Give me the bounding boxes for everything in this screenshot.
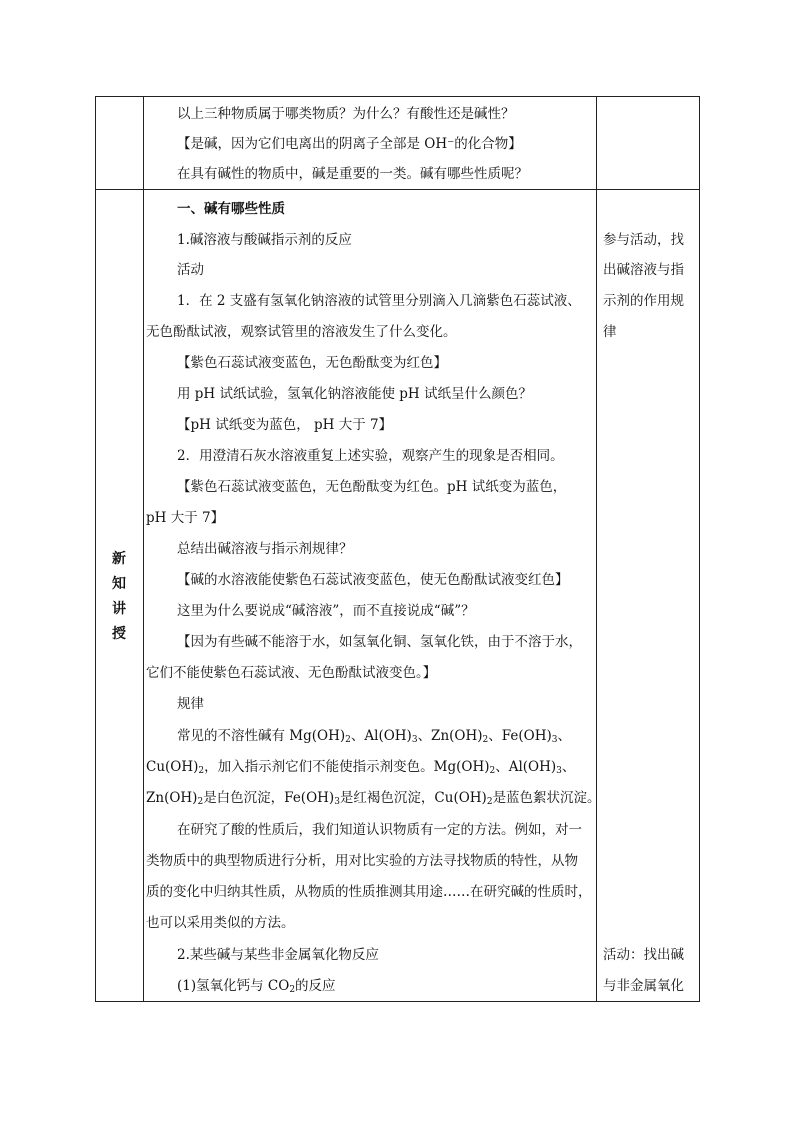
table-col-divider-1 [143,96,144,1002]
answer-3-line-2: pH 大于 7】 [146,510,225,526]
answer-why-line-1: 【因为有些碱不能溶于水，如氢氧化铜、氢氧化铁，由于不溶于水， [177,634,582,650]
answer-3-line-1: 【紫色石蕊试液变蓝色，无色酚酞变为红色。pH 试纸变为蓝色， [177,479,567,495]
lesson-table [95,96,700,1001]
table-col-divider-2 [596,96,597,1002]
answer-summary: 【碱的水溶液能使紫色石蕊试液变蓝色，使无色酚酞试液变红色】 [177,572,569,588]
method-line-1: 在研究了酸的性质后，我们知道认识物质有一定的方法。例如，对一 [177,822,582,838]
note-2-line-2: 与非金属氧化 [603,978,684,994]
question-summary: 总结出碱溶液与指示剂规律？ [177,541,353,557]
question-why-solution: 这里为什么要说成“碱溶液”，而不直接说成“碱”？ [177,603,475,619]
subheading-nonmetal-oxide: 2.某些碱与某些非金属氧化物反应 [177,947,379,963]
rule-heading: 规律 [177,696,204,712]
answer-why-line-2: 它们不能使紫色石蕊试液、无色酚酞试液变色。】 [146,665,437,681]
rule-line-3: $Zn(OH)_2$是白色沉淀，$Fe(OH)_3$是红褐色沉淀，$Cu(OH)_2$是蓝色絮状沉淀。 [146,790,601,807]
intro-answer: 【是碱，因为它们电离出的阴离子全部是 OH⁻的化合物】 [177,136,522,152]
method-line-2: 类物质中的典型物质进行分析，用对比实验的方法寻找物质的特性，从物 [146,853,578,869]
question-ph: 用 pH 试纸试验，氢氧化钠溶液能使 pH 试纸呈什么颜色？ [177,386,532,402]
note-1-line-3: 示剂的作用规 [603,293,684,309]
subheading-calcium-hydroxide-co2: (1)氢氧化钙与 $CO_2$的反应 [177,978,336,995]
rule-line-2: $Cu(OH)_2$，加入指示剂它们不能使指示剂变色。$Mg(OH)_2$、$Al(OH)_3$、 [146,759,576,776]
table-border-left [95,96,96,1002]
section-label-4: 授 [112,626,126,642]
method-line-4: 也可以采用类似的方法。 [146,915,295,931]
table-row-divider [95,189,700,190]
table-border-right [699,96,700,1002]
table-border-bottom [95,1001,700,1002]
section-label-2: 知 [112,576,126,592]
intro-transition: 在具有碱性的物质中，碱是重要的一类。碱有哪些性质呢？ [177,166,528,182]
subheading-indicator: 1.碱溶液与酸碱指示剂的反应 [177,232,352,248]
section-label-3: 讲 [112,601,126,617]
answer-1: 【紫色石蕊试液变蓝色，无色酚酞变为红色】 [177,355,447,371]
note-1-line-1: 参与活动，找 [603,232,684,248]
activity-label: 活动 [177,262,204,278]
note-1-line-2: 出碱溶液与指 [603,262,684,278]
step-1-line-2: 无色酚酞试液，观察试管里的溶液发生了什么变化。 [146,324,457,340]
method-line-3: 质的变化中归纳其性质，从物质的性质推测其用途……在研究碱的性质时， [146,884,592,900]
table-border-top [95,96,700,97]
step-1-line-1: 1．在 2 支盛有氢氧化钠溶液的试管里分别滴入几滴紫色石蕊试液、 [177,293,581,309]
heading-base-properties: 一、碱有哪些性质 [177,201,285,217]
intro-question: 以上三种物质属于哪类物质？为什么？有酸性还是碱性？ [177,106,515,122]
step-2: 2．用澄清石灰水溶液重复上述实验，观察产生的现象是否相同。 [177,448,564,464]
answer-ph: 【pH 试纸变为蓝色， pH 大于 7】 [177,417,393,433]
rule-line-1: 常见的不溶性碱有 $Mg(OH)_2$、$Al(OH)_3$、$Zn(OH)_2$、$Fe(OH)_3$、 [177,728,571,745]
note-2-line-1: 活动：找出碱 [603,947,684,963]
note-1-line-4: 律 [603,324,617,340]
section-label-1: 新 [112,551,126,567]
